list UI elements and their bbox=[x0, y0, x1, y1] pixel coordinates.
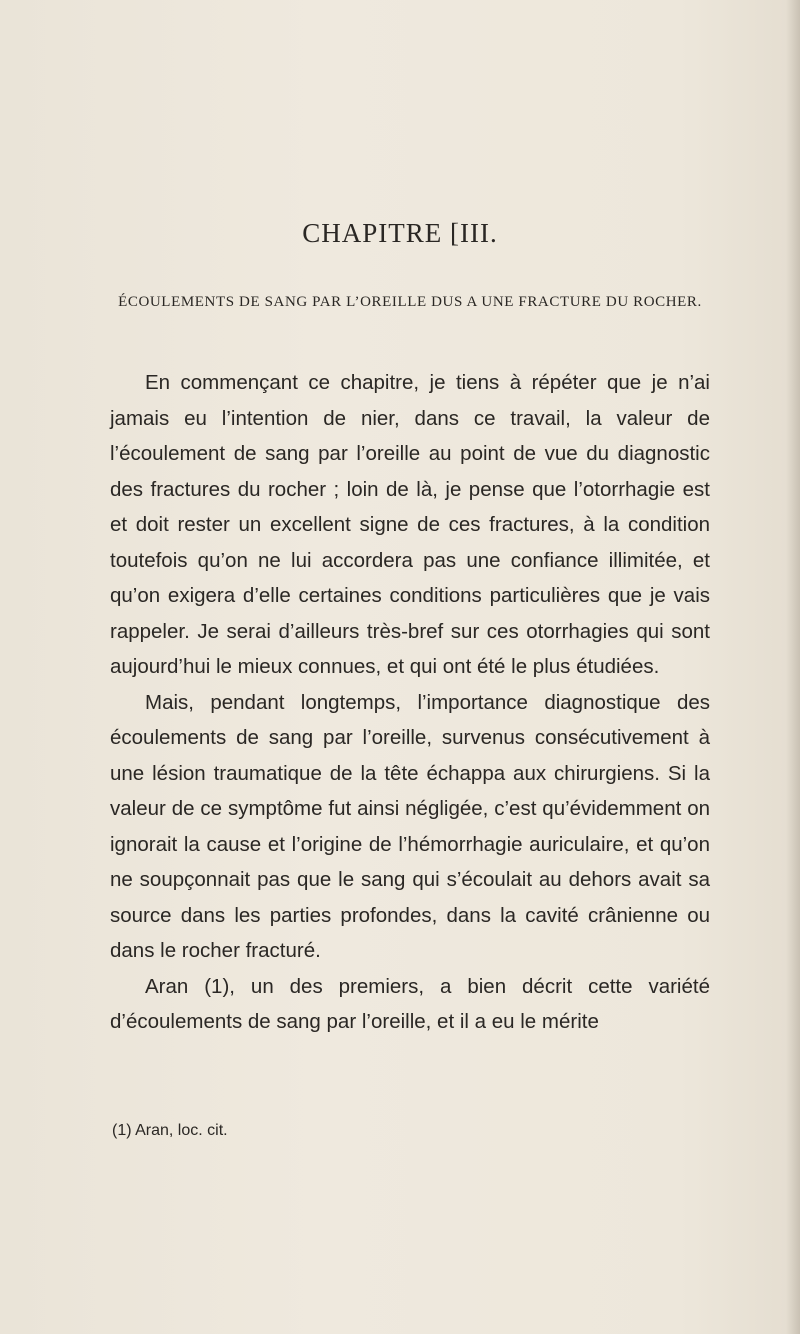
paragraph-3: Aran (1), un des premiers, a bien décrit cette variété d’écoulements de sang par l’oreille, et il a eu le mérite bbox=[110, 974, 710, 1033]
paragraph-1: En commençant ce chapitre, je tiens à répéter que je n’ai jamais eu l’intention de nier, dans ce travail, la valeur de l’écoulement de sang par l’oreille au point de vue du diagnostic des fractures du rocher ; loin de là, je pense que l’otorrhagie est et doit rester un excellent signe de ces fractures, à la condition toutefois qu’on ne lui accordera pas une confiance illimitée, et qu’on exigera d’elle certaines conditions particulières que je vais rappeler. Je serai d’ailleurs très-bref sur ces otorrhagies qui sont aujourd’hui le mieux connues, et qui ont été le plus étudiées. bbox=[110, 371, 710, 678]
chapter-title: CHAPITRE [III. bbox=[302, 218, 498, 248]
section-heading: ÉCOULEMENTS DE SANG PAR L’OREILLE DUS A UNE FRACTURE DU ROCHER. bbox=[118, 294, 702, 310]
page-edge-shadow bbox=[786, 0, 800, 1334]
footnote: (1) Aran, loc. cit. bbox=[112, 1122, 228, 1139]
paragraph-2: Mais, pendant longtemps, l’importance diagnostique des écoulements de sang par l’oreille, survenus consécutivement à une lésion traumatique de la tête échappa aux chirurgiens. Si la valeur de ce symptôme fut ainsi négligée, c’est qu’évidemment on ignorait la cause et l’origine de l’hémorrhagie auriculaire, et qu’on ne soupçonnait pas que le sang qui s’écoulait au dehors avait sa source dans les parties profondes, dans la cavité crânienne ou dans le rocher fracturé. bbox=[110, 690, 710, 962]
body-text bbox=[110, 365, 710, 1040]
